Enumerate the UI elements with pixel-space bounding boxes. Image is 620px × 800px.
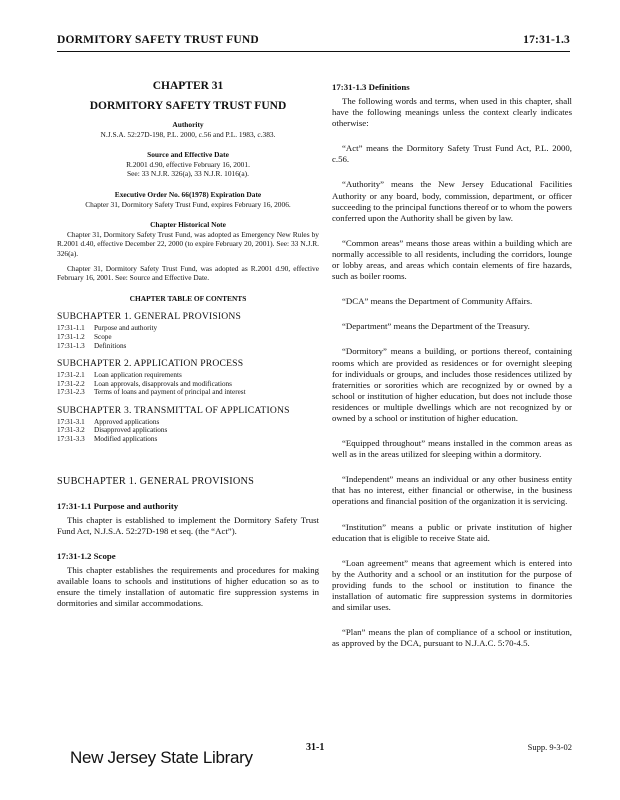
- definitions-intro: The following words and terms, when used in this chapter, shall have the following meanings unless the context clearly indicates otherwise:: [332, 96, 572, 129]
- toc-entry-title: Modified applications: [94, 435, 158, 444]
- toc-entry-title: Approved applications: [94, 417, 160, 426]
- definition-paragraph: “Act” means the Dormitory Safety Trust Fund Act, P.L. 2000, c.56.: [332, 143, 572, 165]
- toc-entry: [57, 388, 319, 397]
- toc-subchapter-3: SUBCHAPTER 3. TRANSMITTAL OF APPLICATIONS: [57, 404, 290, 416]
- toc-list-2: [57, 371, 319, 397]
- section-1-3-heading: 17:31-1.3 Definitions: [332, 82, 410, 92]
- historical-note-p1: Chapter 31, Dormitory Safety Trust Fund, was adopted as Emergency New Rules by R.2001 d.40, effective December 22, 2000 (to expire February 20, 2001). See: 33 N.J.R. 326(a).: [57, 229, 319, 258]
- definition-paragraph: “Plan” means the plan of compliance of a school or institution, as approved by the DCA, pursuant to N.J.A.C. 5:70-4.5.: [332, 627, 572, 649]
- toc-entry-title: Scope: [94, 332, 112, 341]
- section-1-1-heading: 17:31-1.1 Purpose and authority: [57, 500, 179, 511]
- toc-entry: [57, 342, 319, 351]
- toc-entry: [57, 435, 319, 444]
- toc-entry-title: Definitions: [94, 341, 127, 350]
- definition-paragraph: “Loan agreement” means that agreement which is entered into by the Authority and a school or an institution for the purpose of providing funds to the school or institution to finance the installation of automatic fire suppression systems in dormitories and similar uses.: [332, 557, 572, 613]
- toc-subchapter-2: SUBCHAPTER 2. APPLICATION PROCESS: [57, 358, 244, 370]
- toc-entry-title: Loan application requirements: [94, 371, 182, 380]
- page-number: 31-1: [306, 742, 325, 753]
- toc-subchapter-1: SUBCHAPTER 1. GENERAL PROVISIONS: [57, 311, 242, 323]
- right-column: [332, 62, 572, 663]
- subchapter-1-heading: SUBCHAPTER 1. GENERAL PROVISIONS: [57, 475, 255, 487]
- historical-note-p2: Chapter 31, Dormitory Safety Trust Fund, was adopted as R.2001 d.90, effective February 16, 2001. See: Source and Effective Date.: [57, 263, 319, 283]
- section-1-1-text: This chapter is established to implement the Dormitory Safety Trust Fund Act, N.J.S.A. 52:27D-198 et seq. (the “Act”).: [57, 514, 319, 536]
- toc-entry-title: Terms of loans and payment of principal and interest: [94, 388, 246, 397]
- toc-entry-title: Disapproved applications: [94, 426, 168, 435]
- toc-entry: [57, 324, 319, 333]
- toc-entry: [57, 380, 319, 389]
- authority-text: N.J.S.A. 52:27D-198, P.L. 2000, c.56 and P.L. 1983, c.383.: [100, 129, 276, 139]
- source-text-1: R.2001 d.90, effective February 16, 2001.: [126, 159, 250, 169]
- definition-paragraph: “Dormitory” means a building, or portions thereof, containing rooms which are provided as residences or for overnight sleeping for individuals or groups, and includes those residences utilized by fraternities or sororities which are recognized by or owned by a school or institution of higher education, but does not include those residences or multiple dwellings which are not recognized by or owned by a school or institution of higher education.: [332, 346, 572, 423]
- toc-entry-number: 17:31-3.3: [57, 435, 85, 444]
- executive-order-heading: Executive Order No. 66(1978) Expiration Date: [114, 189, 262, 199]
- supplement-date: Supp. 9-3-02: [527, 742, 572, 752]
- section-1-2-text: This chapter establishes the requirements and procedures for making available loans to schools and institutions of higher education so as to ensure the timely installation of automatic fire suppression systems in dormitories and similar accommodations.: [57, 564, 319, 609]
- definition-paragraph: “Equipped throughout” means installed in the common areas as well as in the areas utilized for sleeping within a dormitory.: [332, 438, 572, 460]
- toc-entry-title: Purpose and authority: [94, 324, 158, 333]
- toc-list-3: [57, 418, 319, 444]
- header-title: DORMITORY SAFETY TRUST FUND: [57, 34, 259, 46]
- executive-order-text: Chapter 31, Dormitory Safety Trust Fund, expires February 16, 2006.: [85, 199, 291, 209]
- definition-paragraph: “Authority” means the New Jersey Educational Facilities Authority or any board, body, commission, department, or officer succeeding to the principal functions thereof or to whom the powers conferred upon the Authority shall be given by law.: [332, 179, 572, 223]
- definition-paragraph: “Independent” means an individual or any other business entity that has no interest, either financial or otherwise, in the business operations and financial position of the organization it is servicing.: [332, 474, 572, 507]
- chapter-title: DORMITORY SAFETY TRUST FUND: [89, 100, 287, 112]
- toc-entry-title: Loan approvals, disapprovals and modifications: [94, 379, 232, 388]
- definitions-list: [332, 96, 572, 649]
- toc-entry-number: 17:31-3.1: [57, 417, 85, 426]
- source-heading: Source and Effective Date: [147, 150, 229, 160]
- toc-entry: [57, 333, 319, 342]
- library-watermark: New Jersey State Library: [70, 748, 253, 767]
- historical-note-heading: Chapter Historical Note: [150, 220, 226, 230]
- definition-paragraph: “DCA” means the Department of Community Affairs.: [342, 296, 533, 307]
- toc-entry-number: 17:31-2.2: [57, 379, 85, 388]
- definition-paragraph: “Institution” means a public or private institution of higher education that is eligible to receive State aid.: [332, 521, 572, 543]
- toc-heading: CHAPTER TABLE OF CONTENTS: [129, 293, 247, 303]
- definition-paragraph: “Department” means the Department of the Treasury.: [342, 321, 530, 332]
- chapter-number: CHAPTER 31: [152, 80, 224, 92]
- toc-entry: [57, 371, 319, 380]
- authority-heading: Authority: [172, 120, 204, 129]
- section-1-2-heading: 17:31-1.2 Scope: [57, 550, 116, 561]
- toc-entry-number: 17:31-1.2: [57, 332, 85, 341]
- header-rule: [57, 51, 570, 52]
- source-text-2: See: 33 N.J.R. 326(a), 33 N.J.R. 1016(a).: [127, 169, 249, 179]
- toc-entry-number: 17:31-1.1: [57, 324, 85, 333]
- left-column: [57, 62, 319, 623]
- definition-paragraph: “Common areas” means those areas within a building which are normally accessible to all residents, including the corridors, lounge or lobby areas, and areas which contain elements of fire hazards, such as boiler rooms.: [332, 237, 572, 282]
- toc-list-1: [57, 324, 319, 350]
- toc-entry: [57, 426, 319, 435]
- header-section: 17:31-1.3: [523, 34, 570, 46]
- running-header: [57, 34, 570, 48]
- toc-entry-number: 17:31-2.3: [57, 388, 85, 397]
- toc-entry-number: 17:31-2.1: [57, 371, 85, 380]
- toc-entry-number: 17:31-1.3: [57, 341, 85, 350]
- toc-entry: [57, 418, 319, 427]
- toc-entry-number: 17:31-3.2: [57, 426, 85, 435]
